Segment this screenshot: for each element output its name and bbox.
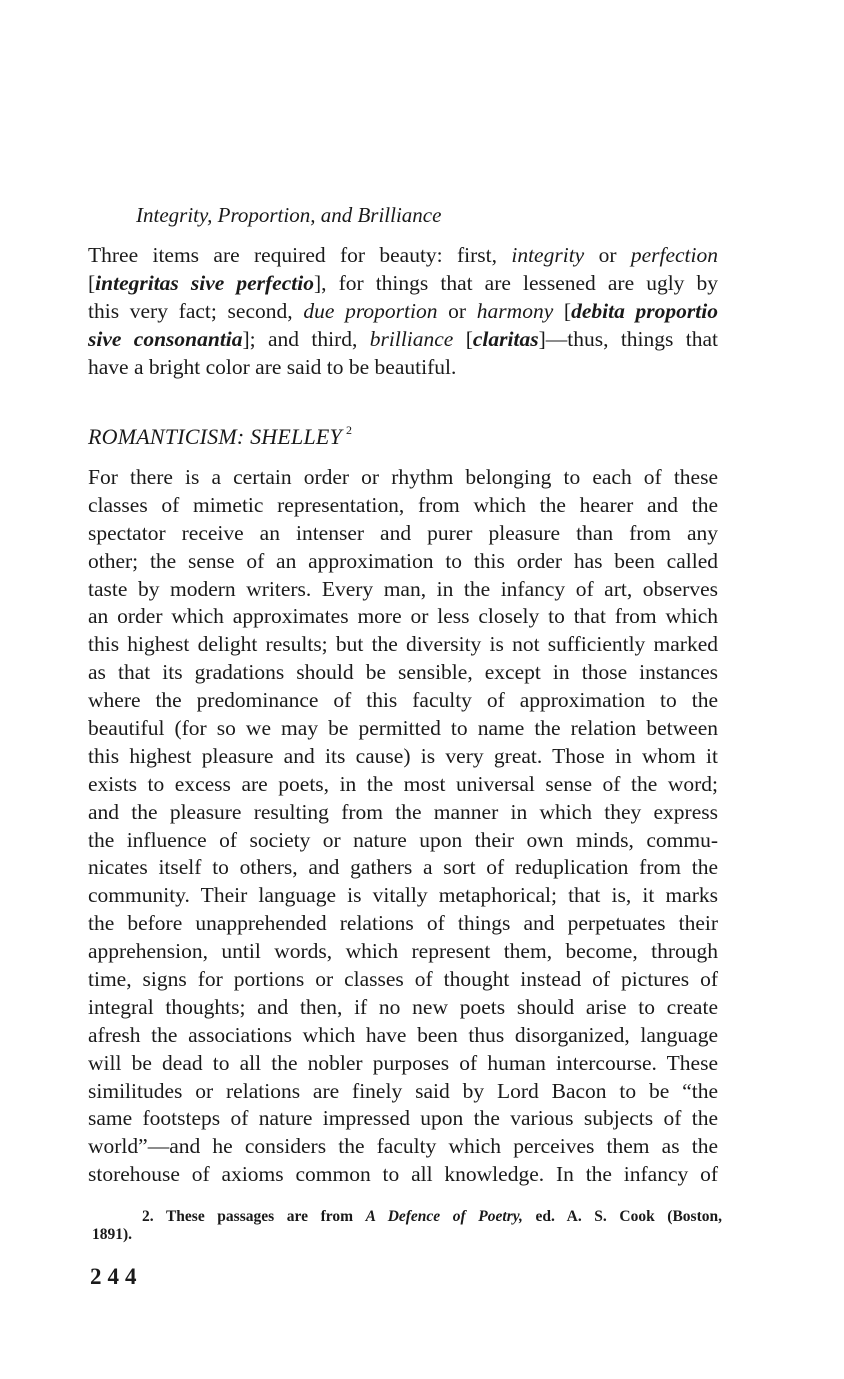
shelley-line: this highest pleasure and its cause) is very great. Those in whom it [88,743,718,768]
shelley-line: as that its gradations should be sensible, except in those instances [88,660,718,685]
shelley-line: classes of mimetic representation, from which the hearer and the [88,492,718,517]
shelley-line: the before unapprehended relations of things and perpetuates their [88,911,718,936]
latin-term: integritas sive perfectio [95,270,314,295]
aquinas-line: have a bright color are said to be beautiful. [88,354,457,379]
shelley-line: afresh the associations which have been thus disorganized, language [88,1022,718,1047]
page-number: 244 [90,1264,143,1289]
shelley-line: For there is a certain order or rhythm belonging to each of these [88,465,718,489]
shelley-line: world”—and he considers the faculty which perceives them as the [88,1134,718,1159]
shelley-line: similitudes or relations are finely said by Lord Bacon to be “the [88,1078,718,1103]
shelley-line: spectator receive an intenser and purer pleasure than from any [88,520,718,545]
footnote [92,1208,722,1244]
section-title-text: ROMANTICISM: SHELLEY [88,424,342,449]
latin-term: claritas [472,326,539,351]
footnote-text-after: ed. A. S. Cook (Boston, [522,1208,723,1225]
aquinas-paragraph [88,242,718,381]
shelley-line: storehouse of axioms common to all knowledge. In the infancy of [88,1162,718,1187]
footnote-work-title: A Defence of Poetry, [365,1208,523,1225]
shelley-line: this highest delight results; but the diversity is not sufficiently marked [88,632,718,657]
shelley-line: other; the sense of an approximation to this order has been called [88,548,718,573]
shelley-line: community. Their language is vitally metaphorical; that is, it marks [88,883,718,908]
shelley-paragraph [88,464,718,1189]
shelley-line: where the predominance of this faculty of approximation to the [88,688,718,713]
shelley-line: the influence of society or nature upon their own minds, commu- [88,827,718,852]
shelley-line: integral thoughts; and then, if no new poets should arise to create [88,994,718,1019]
shelley-line: apprehension, until words, which represent them, become, through [88,939,718,964]
latin-term: debita proportio [571,298,718,323]
italic-term: due proportion [303,298,438,323]
footnote-number: 2. [142,1208,154,1225]
italic-term: harmony [476,298,554,323]
shelley-line: time, signs for portions or classes of thought instead of pictures of [88,967,718,992]
italic-term: perfection [630,243,718,267]
shelley-line: an order which approximates more or less closely to that from which [88,604,718,629]
shelley-line: taste by modern writers. Every man, in the infancy of art, observes [88,576,718,601]
footnote-reference: 2 [345,423,353,437]
shelley-line: and the pleasure resulting from the manner in which they express [88,799,718,824]
shelley-line: nicates itself to others, and gathers a sort of reduplication from the [88,855,718,880]
footnote-line-1 [92,1208,722,1226]
footnote-line-2: 1891). [92,1226,133,1243]
aquinas-line: [integritas sive perfectio], for things that are lessened are ugly by [88,270,718,295]
shelley-line: exists to excess are poets, in the most universal sense of the word; [88,771,718,796]
shelley-line: will be dead to all the nobler purposes of human intercourse. These [88,1050,718,1075]
footnote-text-before: These passages are from [165,1208,366,1225]
latin-term: sive consonantia [88,326,243,351]
aquinas-line: this very fact; second, due proportion or harmony [debita proportio [88,298,718,323]
section-title [88,423,352,450]
shelley-line: same footsteps of nature impressed upon the various subjects of the [88,1106,718,1131]
subsection-title: Integrity, Proportion, and Brilliance [136,203,442,227]
aquinas-line: Three items are required for beauty: first, integrity or perfection [88,243,718,267]
aquinas-line: sive consonantia]; and third, brilliance [claritas]—thus, things that [88,326,718,351]
shelley-line: beautiful (for so we may be permitted to name the relation between [88,716,718,741]
italic-term: brilliance [369,326,454,351]
italic-term: integrity [511,243,585,267]
